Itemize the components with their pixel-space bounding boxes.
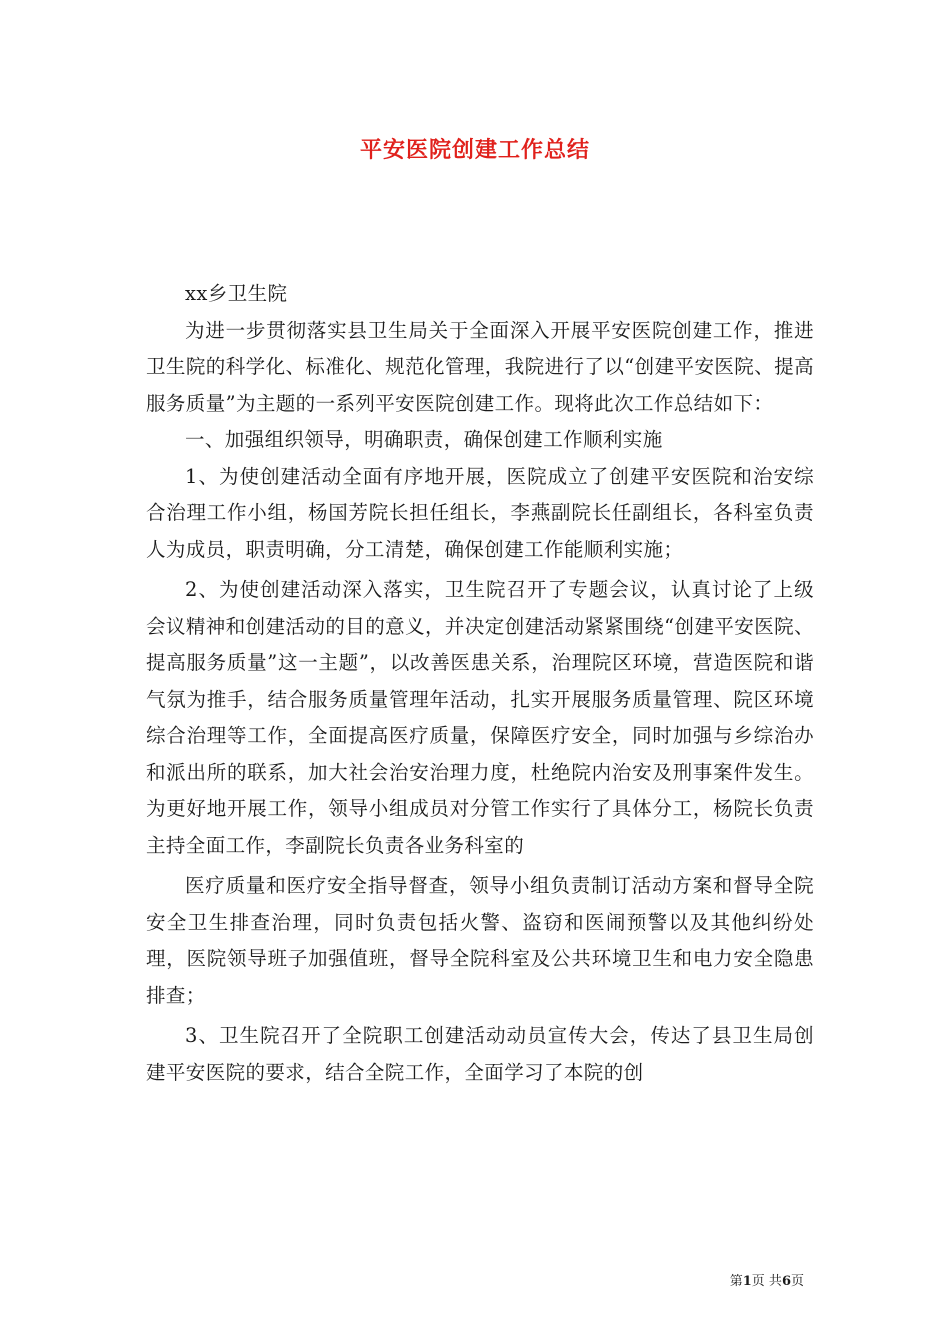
total-pages: 6 — [781, 1274, 791, 1289]
document-title: 平安医院创建工作总结 — [359, 137, 590, 163]
page-number — [730, 1270, 804, 1289]
organization-line: xx乡卫生院 — [185, 282, 288, 305]
paragraph-item-1: 1、为使创建活动全面有序地开展，医院成立了创建平安医院和治安综合治理工作小组，杨国芳院长担任组长，李燕副院长任副组长，各科室负责人为成员，职责明确，分工清楚，确保创建工作能顺利实施； — [146, 464, 814, 561]
paragraph-item-3: 3、卫生院召开了全院职工创建活动动员宣传大会，传达了县卫生局创建平安医院的要求，结合全院工作，全面学习了本院的创 — [146, 1024, 814, 1084]
page-suffix: 页 — [790, 1274, 804, 1289]
page-middle: 页 共 — [751, 1274, 782, 1289]
page-prefix: 第 — [729, 1274, 743, 1289]
section-heading: 一、加强组织领导，明确职责，确保创建工作顺利实施 — [185, 428, 663, 451]
current-page: 1 — [742, 1274, 752, 1289]
intro-paragraph: 为进一步贯彻落实县卫生局关于全面深入开展平安医院创建工作，推进卫生院的科学化、标准化、规范化管理，我院进行了以“创建平安医院、提高服务质量”为主题的一系列平安医院创建工作。现将此次工作总结如下： — [146, 318, 814, 415]
document-body — [146, 276, 814, 1091]
paragraph-continuation: 医疗质量和医疗安全指导督查，领导小组负责制订活动方案和督导全院安全卫生排查治理，同时负责包括火警、盗窃和医闹预警以及其他纠纷处理，医院领导班子加强值班，督导全院科室及公共环境卫生和电力安全隐患排查； — [146, 874, 814, 1007]
paragraph-item-2: 2、为使创建活动深入落实，卫生院召开了专题会议，认真讨论了上级会议精神和创建活动的目的意义，并决定创建活动紧紧围绕“创建平安医院、提高服务质量”这一主题”，以改善医患关系，治理院区环境，营造医院和谐气氛为推手，结合服务质量管理年活动，扎实开展服务质量管理、院区环境综合治理等工作，全面提高医疗质量，保障医疗安全，同时加强与乡综治办和派出所的联系，加大社会治安治理力度，杜绝院内治安及刑事案件发生。为更好地开展工作，领导小组成员对分管工作实行了具体分工，杨院长负责主持全面工作，李副院长负责各业务科室的 — [146, 578, 814, 857]
